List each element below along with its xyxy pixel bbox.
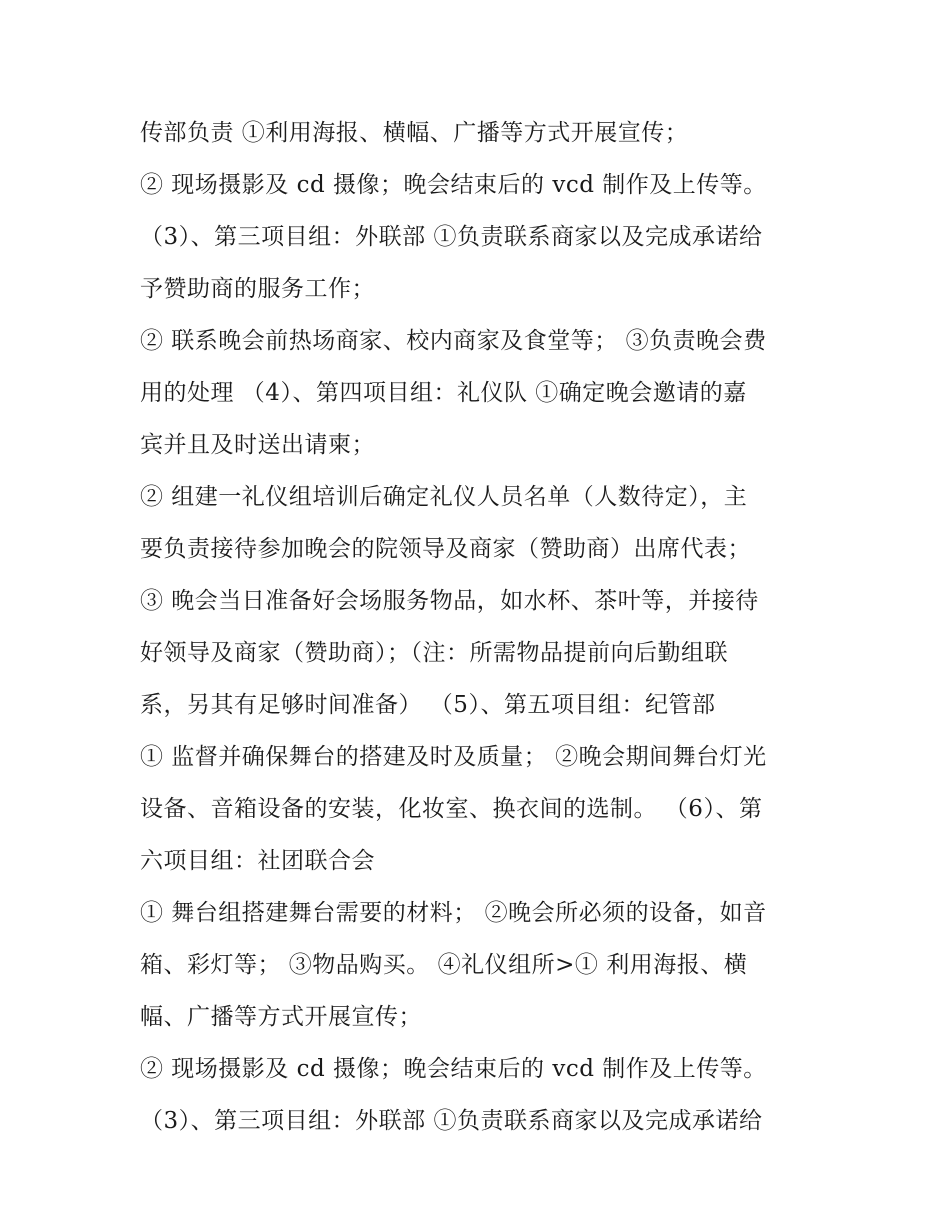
text-line: 箱、彩灯等； ③物品购买。 ④礼仪组所>① 利用海报、横 [140, 952, 748, 978]
text-line: ② 现场摄影及 cd 摄像；晚会结束后的 vcd 制作及上传等。 [140, 172, 767, 198]
text-line: 传部负责 ①利用海报、横幅、广播等方式开展宣传； [140, 120, 689, 146]
text-line: 宾并且及时送出请柬； [140, 432, 375, 458]
text-line: ① 监督并确保舞台的搭建及时及质量； ②晚会期间舞台灯光 [140, 744, 767, 770]
text-line: （3）、第三项目组：外联部 ①负责联系商家以及完成承诺给 [140, 224, 763, 250]
text-line: ② 联系晚会前热场商家、校内商家及食堂等； ③负责晚会费 [140, 328, 767, 354]
text-line: 要负责接待参加晚会的院领导及商家（赞助商）出席代表； [140, 536, 751, 562]
text-line: 予赞助商的服务工作； [140, 276, 375, 302]
text-line: 系，另其有足够时间准备） （5）、第五项目组：纪管部 [140, 692, 716, 718]
text-line: 六项目组：社团联合会 [140, 848, 375, 874]
text-line: 幅、广播等方式开展宣传； [140, 1004, 422, 1030]
text-line: ② 组建一礼仪组培训后确定礼仪人员名单（人数待定），主 [140, 484, 748, 510]
text-line: ② 现场摄影及 cd 摄像；晚会结束后的 vcd 制作及上传等。 [140, 1056, 767, 1082]
text-line: 好领导及商家（赞助商）；（注：所需物品提前向后勤组联 [140, 640, 728, 666]
text-line: ① 舞台组搭建舞台需要的材料； ②晚会所必须的设备，如音 [140, 900, 767, 926]
text-line: ③ 晚会当日准备好会场服务物品，如水杯、茶叶等，并接待 [140, 588, 759, 614]
text-line: （3）、第三项目组：外联部 ①负责联系商家以及完成承诺给 [140, 1108, 763, 1134]
text-line: 用的处理 （4）、第四项目组：礼仪队 ①确定晚会邀请的嘉 [140, 380, 747, 406]
text-line: 设备、音箱设备的安装，化妆室、换衣间的选制。 （6）、第 [140, 796, 763, 822]
document-body [140, 107, 810, 1147]
